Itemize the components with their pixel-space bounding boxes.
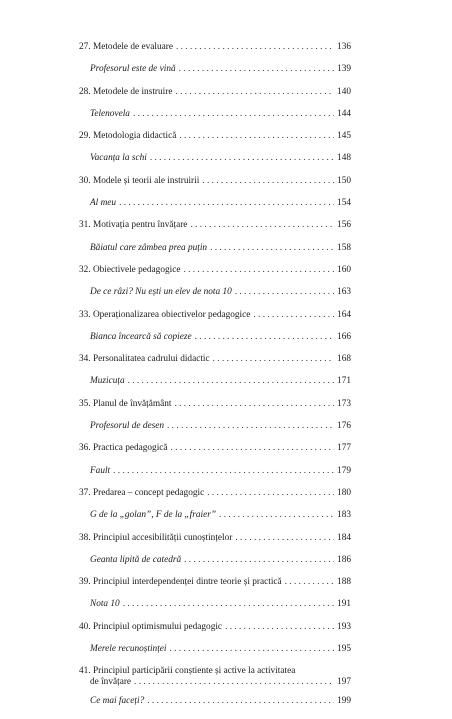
toc-entry-title: G de la „golan”, F de la „fraier”: [90, 510, 217, 521]
dot-leader: [174, 399, 334, 410]
dot-leader: [128, 376, 334, 387]
dot-leader: [171, 443, 334, 454]
dot-leader: [190, 220, 334, 231]
dot-leader: [134, 677, 334, 688]
toc-entry-title: 37. Predarea – concept pedagogic: [79, 487, 205, 498]
toc-subentry: [79, 64, 351, 86]
toc-page-number: 148: [337, 153, 351, 164]
toc-entry-title: Profesorul de desen: [90, 421, 165, 432]
toc-entry-title: Profesorul este de vină: [90, 64, 176, 75]
dot-leader: [235, 287, 334, 298]
toc-page-number: 136: [337, 42, 351, 52]
dot-leader: [167, 421, 334, 432]
toc-entry-title: Merele recunoștinței: [90, 644, 167, 655]
toc-page-number: 144: [337, 108, 351, 119]
toc-subentry: [79, 696, 351, 718]
toc-entry-title: 41. Principiul participării conștiente și active la activitatea: [79, 666, 296, 677]
toc-entry: [79, 622, 351, 644]
toc-page-number: 154: [337, 198, 351, 209]
toc-entry-title: 28. Metodele de instruire: [79, 86, 173, 97]
toc-page-number: 160: [337, 264, 351, 275]
toc-page-number: 168: [337, 354, 351, 365]
dot-leader: [179, 64, 334, 75]
toc-page-number: 139: [337, 64, 351, 75]
toc-entry-title: Vacanța la schi: [90, 153, 147, 164]
dot-leader: [213, 354, 334, 365]
toc-page-number: 197: [337, 677, 351, 688]
toc-page-number: 145: [337, 131, 351, 142]
toc-subentry: [79, 287, 351, 309]
toc-entry-title: Ce mai faceți?: [90, 696, 145, 707]
toc-subentry: [79, 376, 351, 398]
toc-entry-title: Nota 10: [90, 599, 120, 610]
toc-page-number: 191: [337, 599, 351, 610]
toc-entry-multiline: [79, 666, 351, 696]
toc-subentry: [79, 644, 351, 666]
toc-entry-title: 36. Practica pedagogică: [79, 443, 168, 454]
dot-leader: [183, 265, 334, 276]
toc-page-number: 173: [337, 398, 351, 409]
toc-page-number: 180: [337, 487, 351, 498]
toc-page-number: 177: [337, 443, 351, 454]
toc-page-number: 163: [337, 287, 351, 298]
toc-entry: [79, 399, 351, 421]
toc-entry-title: 31. Motivația pentru învățare: [79, 220, 188, 231]
toc-subentry: [79, 510, 351, 532]
dot-leader: [195, 332, 334, 343]
toc-page-number: 156: [337, 220, 351, 231]
toc-subentry: [79, 599, 351, 621]
toc-subentry: [79, 332, 351, 354]
table-of-contents: [79, 42, 351, 719]
toc-page-number: 186: [337, 554, 351, 565]
toc-page-number: 199: [337, 696, 351, 707]
dot-leader: [285, 577, 334, 588]
toc-entry: [79, 443, 351, 465]
toc-entry-title: Muzicuța: [90, 376, 125, 387]
toc-entry-title: 38. Principiul accesibilității cunoștințelor: [79, 532, 233, 543]
toc-page-number: 193: [337, 621, 351, 632]
toc-subentry: [79, 555, 351, 577]
toc-entry: [79, 220, 351, 242]
toc-entry: [79, 310, 351, 332]
toc-entry-title: 29. Metodologia didactică: [79, 131, 177, 142]
dot-leader: [113, 466, 334, 477]
dot-leader: [133, 109, 334, 120]
dot-leader: [219, 510, 334, 521]
toc-entry-title: 32. Obiectivele pedagogice: [79, 264, 181, 275]
toc-entry-title: 40. Principiul optimismului pedagogic: [79, 621, 223, 632]
toc-page-number: 176: [337, 421, 351, 432]
toc-subentry: [79, 153, 351, 175]
toc-entry: [79, 176, 351, 198]
toc-subentry: [79, 198, 351, 220]
toc-page-number: 188: [337, 577, 351, 588]
toc-entry: [79, 87, 351, 109]
toc-page-number: 171: [337, 376, 351, 387]
toc-entry-continuation: [79, 677, 351, 688]
toc-entry-title: 34. Personalitatea cadrului didactic: [79, 354, 210, 365]
toc-entry-title: Al meu: [90, 198, 117, 209]
toc-page-number: 166: [337, 331, 351, 342]
dot-leader: [207, 488, 334, 499]
toc-subentry: [79, 466, 351, 488]
toc-entry-title: 39. Principiul interdependenței dintre teorie și practică: [79, 577, 282, 588]
toc-entry: [79, 577, 351, 599]
toc-entry-title: Telenovela: [90, 108, 130, 119]
dot-leader: [202, 176, 334, 187]
toc-entry: [79, 265, 351, 287]
toc-entry-title: Băiatul care zâmbea prea puțin: [90, 242, 208, 253]
toc-entry: [79, 354, 351, 376]
dot-leader: [253, 310, 334, 321]
toc-entry-title: Fault: [90, 465, 111, 476]
toc-entry-title: Geanta lipită de catedră: [90, 554, 182, 565]
dot-leader: [170, 644, 335, 655]
toc-entry-title: Bianca încearcă să copieze: [90, 331, 192, 342]
toc-entry-title-cont: de învățare: [90, 677, 132, 688]
toc-entry: [79, 488, 351, 510]
dot-leader: [119, 198, 334, 209]
dot-leader: [176, 42, 334, 53]
toc-entry: [79, 533, 351, 555]
toc-subentry: [79, 421, 351, 443]
toc-entry: [79, 42, 351, 64]
toc-subentry: [79, 109, 351, 131]
dot-leader: [210, 243, 334, 254]
dot-leader: [225, 622, 334, 633]
toc-entry-title: 33. Operaționalizarea obiectivelor pedagogice: [79, 309, 251, 320]
dot-leader: [147, 696, 334, 707]
dot-leader: [150, 153, 334, 164]
toc-page-number: 164: [337, 309, 351, 320]
toc-entry-title: 27. Metodele de evaluare: [79, 42, 173, 52]
dot-leader: [179, 131, 334, 142]
toc-entry-title: De ce râzi? Nu ești un elev de nota 10: [90, 287, 232, 298]
toc-entry-title: 35. Planul de învățământ: [79, 398, 172, 409]
toc-page-number: 150: [337, 175, 351, 186]
toc-entry-title: 30. Modele și teorii ale instruirii: [79, 175, 200, 186]
toc-page-number: 140: [337, 86, 351, 97]
toc-page-number: 195: [337, 644, 351, 655]
toc-page-number: 179: [337, 465, 351, 476]
dot-leader: [184, 555, 334, 566]
toc-entry: [79, 131, 351, 153]
toc-page-number: 184: [337, 532, 351, 543]
toc-subentry: [79, 243, 351, 265]
toc-page-number: 158: [337, 242, 351, 253]
dot-leader: [175, 87, 334, 98]
dot-leader: [123, 599, 334, 610]
dot-leader: [235, 533, 334, 544]
toc-page-number: 183: [337, 510, 351, 521]
